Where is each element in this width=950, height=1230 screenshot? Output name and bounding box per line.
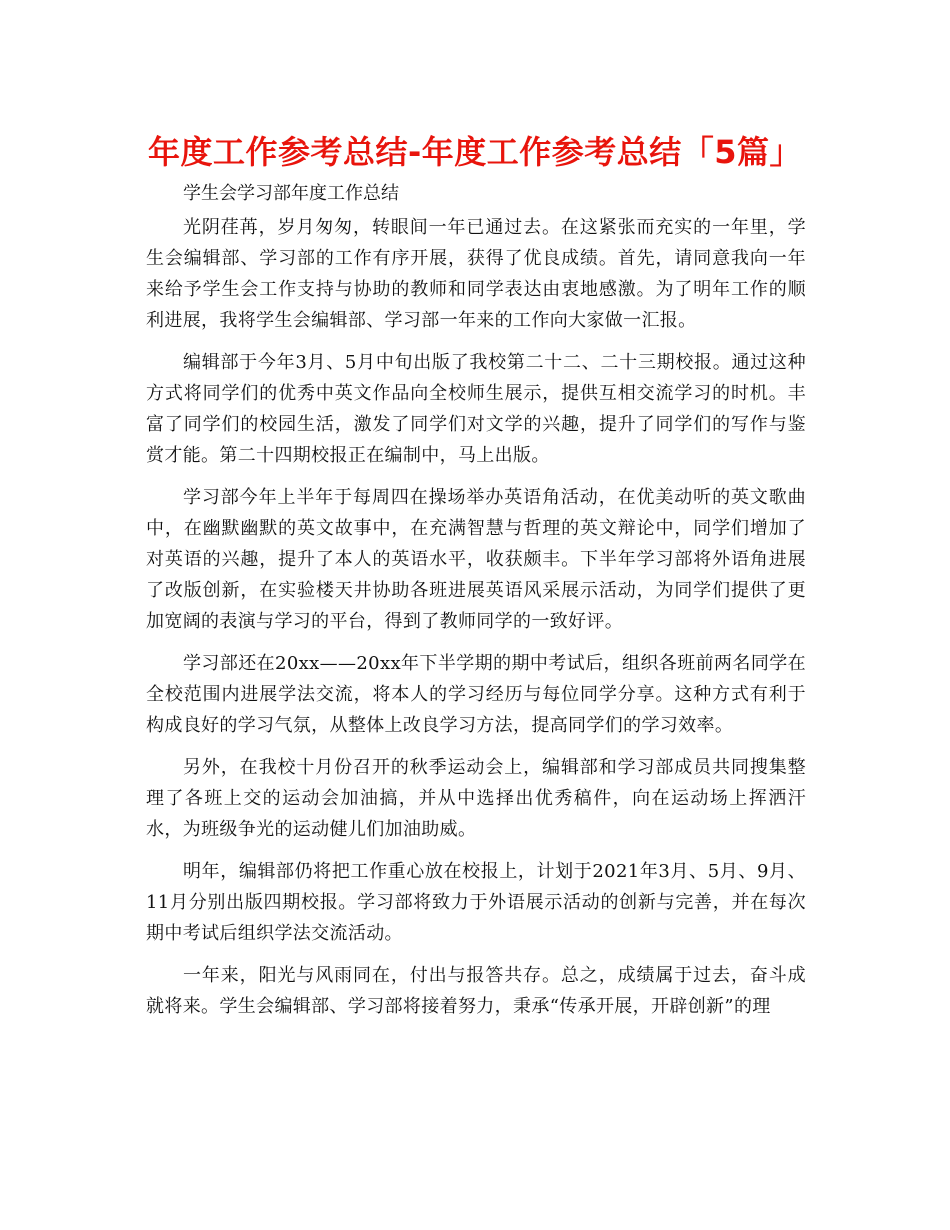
paragraph: 学习部还在20xx——20xx年下半学期的期中考试后，组织各班前两名同学在全校范围内进展学法交流，将本人的学习经历与每位同学分享。这种方式有利于构成良好的学习气氛，从整体上改良学习方法，提高同学们的学习效率。 xyxy=(146,653,806,736)
paragraph: 一年来，阳光与风雨同在，付出与报答共存。总之，成绩属于过去，奋斗成就将来。学生会编辑部、学习部将接着努力，秉承“传承开展，开辟创新”的理 xyxy=(146,965,806,1017)
document-title: 年度工作参考总结-年度工作参考总结「5篇」 xyxy=(147,133,803,171)
paragraph: 光阴荏苒，岁月匆匆，转眼间一年已通过去。在这紧张而充实的一年里，学生会编辑部、学习部的工作有序开展，获得了优良成绩。首先，请同意我向一年来给予学生会工作支持与协助的教师和同学表达由衷地感激。为了明年工作的顺利进展，我将学生会编辑部、学习部一年来的工作向大家做一汇报。 xyxy=(146,217,806,331)
paragraph: 另外，在我校十月份召开的秋季运动会上，编辑部和学习部成员共同搜集整理了各班上交的运动会加油搞，并从中选择出优秀稿件，向在运动场上挥洒汗水，为班级争光的运动健儿们加油助威。 xyxy=(146,757,806,840)
paragraph: 学习部今年上半年于每周四在操场举办英语角活动，在优美动听的英文歌曲中，在幽默幽默的英文故事中，在充满智慧与哲理的英文辩论中，同学们增加了对英语的兴趣，提升了本人的英语水平，收获颇丰。下半年学习部将外语角进展了改版创新，在实验楼天井协助各班进展英语风采展示活动，为同学们提供了更加宽阔的表演与学习的平台，得到了教师同学的一致好评。 xyxy=(146,487,806,632)
paragraph: 编辑部于今年3月、5月中旬出版了我校第二十二、二十三期校报。通过这种方式将同学们的优秀中英文作品向全校师生展示，提供互相交流学习的时机。丰富了同学们的校园生活，激发了同学们对文学的兴趣，提升了同学们的写作与鉴赏才能。第二十四期校报正在编制中，马上出版。 xyxy=(146,352,806,466)
document-subtitle: 学生会学习部年度工作总结 xyxy=(183,183,399,204)
document-body xyxy=(146,212,806,1022)
paragraph: 明年，编辑部仍将把工作重心放在校报上，计划于2021年3月、5月、9月、11月分别出版四期校报。学习部将致力于外语展示活动的创新与完善，并在每次期中考试后组织学法交流活动。 xyxy=(146,861,806,944)
